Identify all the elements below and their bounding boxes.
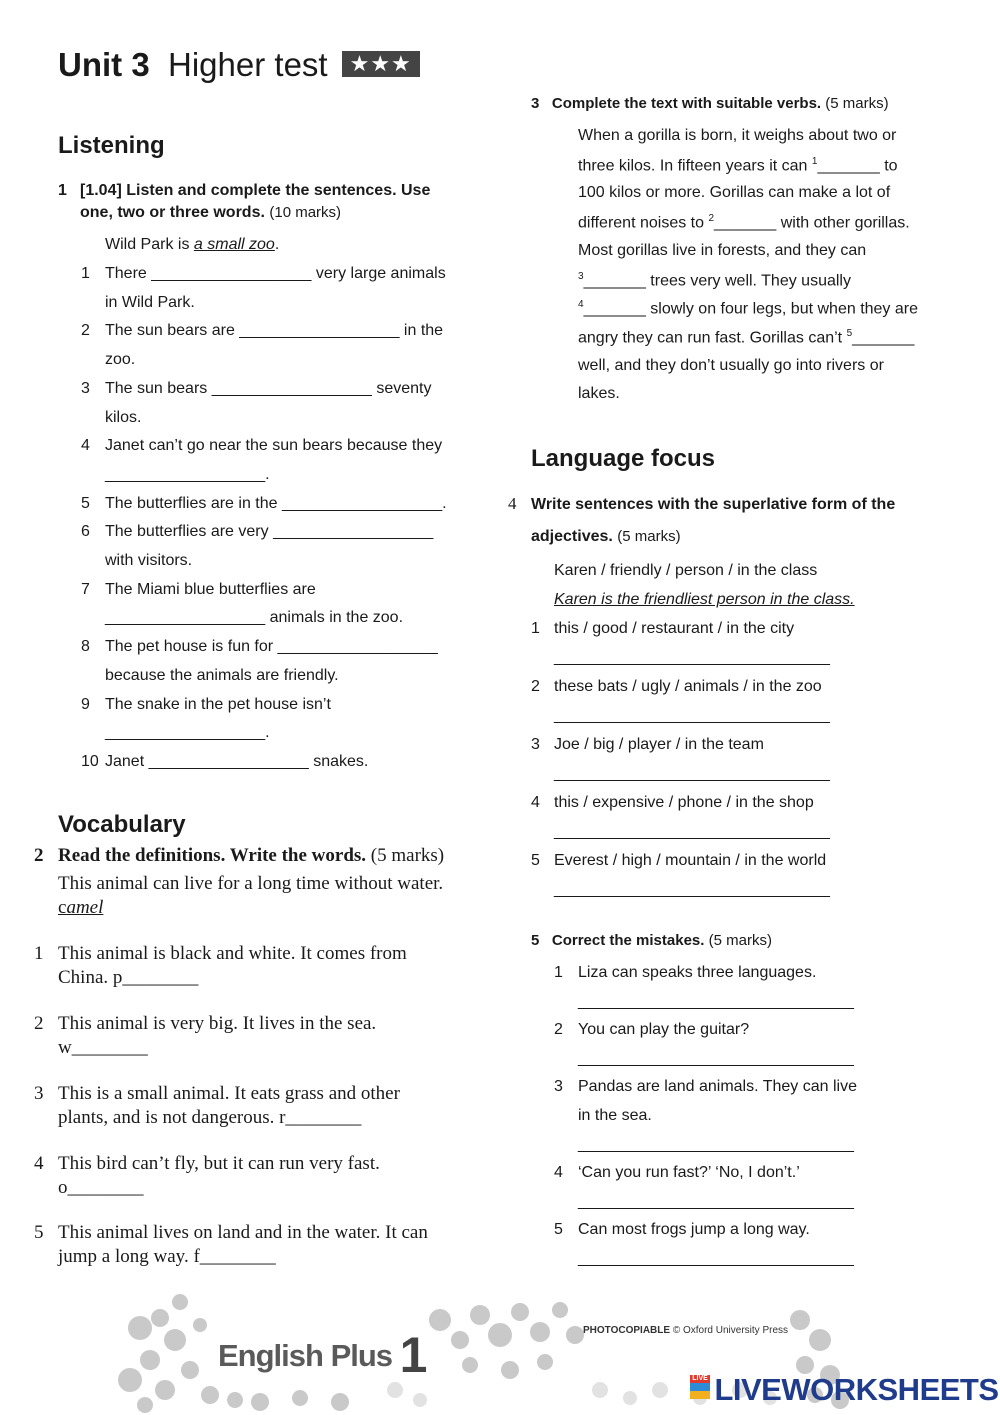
- exercise-2-item-line-b: plants, and is not dangerous. r________: [58, 1107, 362, 1128]
- exercise-1-marks: (10 marks): [269, 204, 342, 221]
- exercise-5-answer-line: _______________________________: [578, 1193, 854, 1210]
- gap-number: 3: [578, 271, 584, 282]
- exercise-1-item-text: zoo.: [105, 351, 136, 368]
- exercise-3-text-line: lakes.: [578, 385, 620, 402]
- stars-badge: ★★★: [342, 51, 420, 77]
- exercise-2-item-line-b: China. p________: [58, 967, 199, 988]
- exercise-4-answer-line: _______________________________: [554, 823, 830, 840]
- liveworksheets-icon: LIVE: [690, 1375, 710, 1399]
- exercise-1-item-text: __________________ animals in the zoo.: [105, 609, 404, 626]
- exercise-1-item-text: The butterflies are in the __________________.: [105, 495, 447, 512]
- photocopiable-note: PHOTOCOPIABLE © Oxford University Press: [583, 1325, 788, 1336]
- gap-number: 5: [846, 328, 853, 339]
- exercise-3-text-line: different noises to $^2$_______ with other gorillas.: [578, 213, 910, 232]
- exercise-5-answer-line: _______________________________: [578, 1136, 854, 1153]
- exercise-3-text-line: well, and they don’t usually go into rivers or: [578, 357, 884, 374]
- exercise-4-example-prompt: Karen / friendly / person / in the class: [554, 562, 818, 579]
- exercise-4-marks: (5 marks): [617, 528, 681, 545]
- exercise-1-item-text: with visitors.: [105, 552, 193, 569]
- listening-heading: Listening: [58, 132, 165, 159]
- exercise-5-item-sentence: Can most frogs jump a long way.: [578, 1221, 810, 1238]
- exercise-2-item-line-a: This is a small animal. It eats grass and other: [58, 1083, 400, 1104]
- test-label: Higher test: [168, 46, 328, 83]
- exercise-4-item-number: 4: [531, 794, 540, 811]
- exercise-3-number: 3: [531, 95, 540, 112]
- exercise-4-example-answer: Karen is the friendliest person in the class.: [554, 591, 855, 608]
- exercise-1-item-number: 7: [81, 581, 90, 598]
- exercise-2-item-number: 5: [34, 1222, 44, 1243]
- exercise-3-text-line: $^3$_______ trees very well. They usually: [578, 271, 851, 290]
- exercise-4-instruction-a: Write sentences with the superlative form of the: [531, 496, 896, 513]
- exercise-1-item-text: Janet can’t go near the sun bears because they: [105, 437, 443, 454]
- exercise-2-item-number: 4: [34, 1153, 44, 1174]
- exercise-5-item-number: 4: [554, 1164, 563, 1181]
- exercise-4-answer-line: _______________________________: [554, 881, 830, 898]
- exercise-5-instruction: 5 Correct the mistakes. (5 marks): [531, 932, 772, 949]
- exercise-4-item-prompt: Everest / high / mountain / in the world: [554, 852, 827, 869]
- exercise-1-item-number: 2: [81, 322, 90, 339]
- exercise-1-example: Wild Park is a small zoo.: [105, 236, 280, 253]
- exercise-1-item-text: because the animals are friendly.: [105, 667, 339, 684]
- liveworksheets-brand[interactable]: [690, 1372, 999, 1408]
- exercise-4-instruction-b: adjectives. (5 marks): [531, 528, 681, 545]
- exercise-1-item-number: 4: [81, 437, 90, 454]
- exercise-2-item-number: 1: [34, 943, 44, 964]
- exercise-4-answer-line: _______________________________: [554, 649, 830, 666]
- exercise-2-item-line-b: jump a long way. f________: [58, 1246, 276, 1267]
- exercise-1-item-text: The sun bears are __________________ in the: [105, 322, 444, 339]
- exercise-4-item-number: 2: [531, 678, 540, 695]
- language-focus-heading: Language focus: [531, 445, 716, 472]
- exercise-5-item-number: 5: [554, 1221, 563, 1238]
- exercise-4-number: 4: [508, 494, 517, 513]
- exercise-1-item-text: The Miami blue butterflies are: [105, 581, 316, 598]
- exercise-2-example-answer: camel: [58, 897, 104, 918]
- exercise-1-number: 1: [58, 182, 67, 199]
- exercise-2-item-line-b: o________: [58, 1177, 144, 1198]
- exercise-4-item-number: 5: [531, 852, 540, 869]
- exercise-3-text-line: 100 kilos or more. Gorillas can make a lot of: [578, 184, 891, 201]
- exercise-5-item-number: 1: [554, 964, 563, 981]
- exercise-1-item-number: 3: [81, 380, 90, 397]
- exercise-1-instruction-b: one, two or three words. (10 marks): [80, 204, 342, 221]
- exercise-1-item-text: in Wild Park.: [105, 294, 195, 311]
- exercise-1-item-text: The snake in the pet house isn’t: [105, 696, 331, 713]
- exercise-1-item-text: There __________________ very large animals: [105, 265, 446, 282]
- exercise-2-item-line-a: This animal is very big. It lives in the sea.: [58, 1013, 377, 1034]
- exercise-1-item-number: 1: [81, 265, 90, 282]
- exercise-4-item-prompt: these bats / ugly / animals / in the zoo: [554, 678, 822, 695]
- exercise-2-item-line-a: This animal is black and white. It comes from: [58, 943, 407, 964]
- exercise-2-instruction: Read the definitions. Write the words. (5 marks): [58, 845, 445, 866]
- exercise-5-item-sentence: Liza can speaks three languages.: [578, 964, 817, 981]
- exercise-3-text-line: When a gorilla is born, it weighs about two or: [578, 127, 897, 144]
- exercise-3-text-line: Most gorillas live in forests, and they can: [578, 242, 867, 259]
- exercise-1-item-text: The pet house is fun for __________________: [105, 638, 438, 655]
- exercise-5-item-number: 2: [554, 1021, 563, 1038]
- exercise-5-item-sentence-cont: in the sea.: [578, 1107, 652, 1124]
- exercise-2-item-line-a: This bird can’t fly, but it can run very fast.: [58, 1153, 380, 1174]
- exercise-4-answer-line: _______________________________: [554, 707, 830, 724]
- exercise-5-answer-line: _______________________________: [578, 993, 854, 1010]
- exercise-4-item-prompt: this / good / restaurant / in the city: [554, 620, 795, 637]
- exercise-1-item-text: __________________.: [105, 466, 270, 483]
- exercise-5-item-sentence: You can play the guitar?: [578, 1021, 750, 1038]
- exercise-2-item-number: 3: [34, 1083, 44, 1104]
- exercise-2-number: 2: [34, 845, 44, 866]
- exercise-4-item-prompt: Joe / big / player / in the team: [554, 736, 764, 753]
- page-title: [58, 46, 420, 84]
- exercise-5-answer-line: _______________________________: [578, 1250, 854, 1267]
- exercise-1-item-text: The sun bears __________________ seventy: [105, 380, 432, 397]
- exercise-5-number: 5: [531, 932, 540, 949]
- gap-number: 4: [578, 299, 584, 310]
- exercise-1-item-number: 8: [81, 638, 90, 655]
- exercise-1-item-text: The butterflies are very __________________: [105, 523, 434, 540]
- gap-number: 2: [708, 213, 715, 224]
- unit-label: Unit 3: [58, 46, 150, 83]
- exercise-3-marks: (5 marks): [825, 95, 889, 112]
- exercise-1-item-number: 10: [81, 753, 99, 770]
- english-plus-logo-number: 1: [399, 1327, 427, 1383]
- exercise-2-example-line: This animal can live for a long time without water.: [58, 873, 444, 894]
- exercise-4-item-prompt: this / expensive / phone / in the shop: [554, 794, 814, 811]
- footer: [0, 1290, 1000, 1415]
- exercise-4-item-number: 3: [531, 736, 540, 753]
- exercise-1-item-text: Janet __________________ snakes.: [105, 753, 369, 770]
- exercise-5-item-sentence: Pandas are land animals. They can live: [578, 1078, 857, 1095]
- english-plus-logo: English Plus 1: [218, 1327, 427, 1383]
- exercise-3-instruction: 3 Complete the text with suitable verbs. (5 marks): [531, 95, 889, 112]
- exercise-1-item-number: 5: [81, 495, 90, 512]
- exercise-2-item-line-a: This animal lives on land and in the water. It can: [58, 1222, 428, 1243]
- exercise-2-marks: (5 marks): [370, 845, 445, 866]
- exercise-2-item-line-b: w________: [58, 1037, 148, 1058]
- exercise-3-text-line: angry they can run fast. Gorillas can’t $^5$_______: [578, 328, 915, 347]
- exercise-3-text-line: three kilos. In fifteen years it can $^1$_______ to: [578, 156, 898, 175]
- exercise-5-item-sentence: ‘Can you run fast?’ ‘No, I don’t.’: [578, 1164, 800, 1181]
- vocabulary-heading: Vocabulary: [58, 811, 186, 838]
- exercise-1-item-text: __________________.: [105, 724, 270, 741]
- exercise-5-item-number: 3: [554, 1078, 563, 1095]
- exercise-1-instruction-a: [1.04] Listen and complete the sentences. Use: [80, 182, 431, 199]
- exercise-1-example-answer: a small zoo: [193, 236, 275, 253]
- exercise-4-item-number: 1: [531, 620, 540, 637]
- exercise-4-answer-line: _______________________________: [554, 765, 830, 782]
- exercise-2-item-number: 2: [34, 1013, 44, 1034]
- exercise-5-answer-line: _______________________________: [578, 1050, 854, 1067]
- exercise-1-item-number: 6: [81, 523, 90, 540]
- gap-number: 1: [811, 156, 818, 167]
- liveworksheets-text: LIVEWORKSHEETS: [714, 1372, 999, 1407]
- exercise-5-marks: (5 marks): [708, 932, 772, 949]
- exercise-1-item-number: 9: [81, 696, 90, 713]
- exercise-3-text-line: $^4$_______ slowly on four legs, but when they are: [578, 299, 918, 318]
- exercise-1-item-text: kilos.: [105, 409, 142, 426]
